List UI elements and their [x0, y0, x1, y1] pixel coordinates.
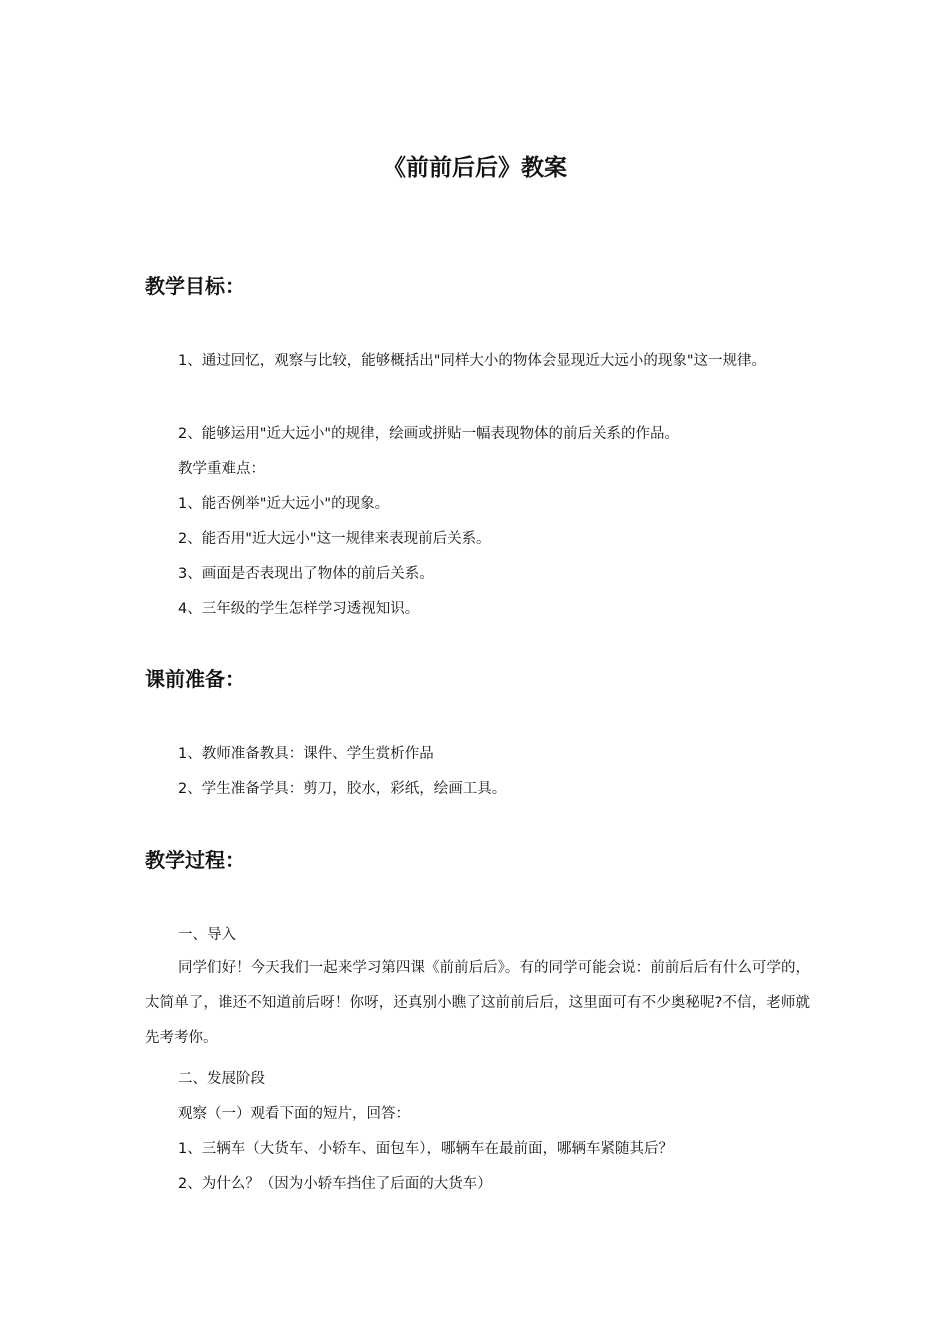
preparation-heading: 课前准备： [145, 667, 245, 691]
process-heading: 教学过程： [145, 848, 245, 872]
objective-item-1: 1、通过回忆，观察与比较，能够概括出"同样大小的物体会显现近大远小的现象"这一规律。 [178, 353, 767, 369]
objectives-heading: 教学目标： [145, 274, 245, 298]
key-point-3: 3、画面是否表现出了物体的前后关系。 [178, 566, 434, 582]
key-points-label: 教学重难点： [178, 461, 265, 477]
observe-instruction: 观察（一）观看下面的短片，回答： [178, 1106, 410, 1122]
intro-paragraph: 同学们好！今天我们一起来学习第四课《前前后后》。有的同学可能会说：前前后后有什么可学的，太简单了，谁还不知道前后呀！你呀，还真别小瞧了这前前后后，这里面可有不少奥秘呢?不信，老师就先考考你。 [145, 960, 810, 1046]
key-point-4: 4、三年级的学生怎样学习透视知识。 [178, 601, 420, 617]
key-point-1: 1、能否例举"近大远小"的现象。 [178, 496, 390, 512]
question-1: 1、三辆车（大货车、小轿车、面包车），哪辆车在最前面，哪辆车紧随其后？ [178, 1141, 673, 1157]
key-point-2: 2、能否用"近大远小"这一规律来表现前后关系。 [178, 531, 491, 547]
preparation-item-1: 1、教师准备教具：课件、学生赏析作品 [178, 746, 434, 762]
document-title: 《前前后后》教案 [383, 155, 567, 181]
stage-label: 二、发展阶段 [178, 1071, 265, 1087]
question-2: 2、为什么？（因为小轿车挡住了后面的大货车） [178, 1176, 492, 1192]
intro-label: 一、导入 [178, 927, 236, 943]
objective-item-2: 2、能够运用"近大远小"的规律，绘画或拼贴一幅表现物体的前后关系的作品。 [178, 426, 680, 442]
preparation-item-2: 2、学生准备学具：剪刀，胶水，彩纸，绘画工具。 [178, 781, 507, 797]
